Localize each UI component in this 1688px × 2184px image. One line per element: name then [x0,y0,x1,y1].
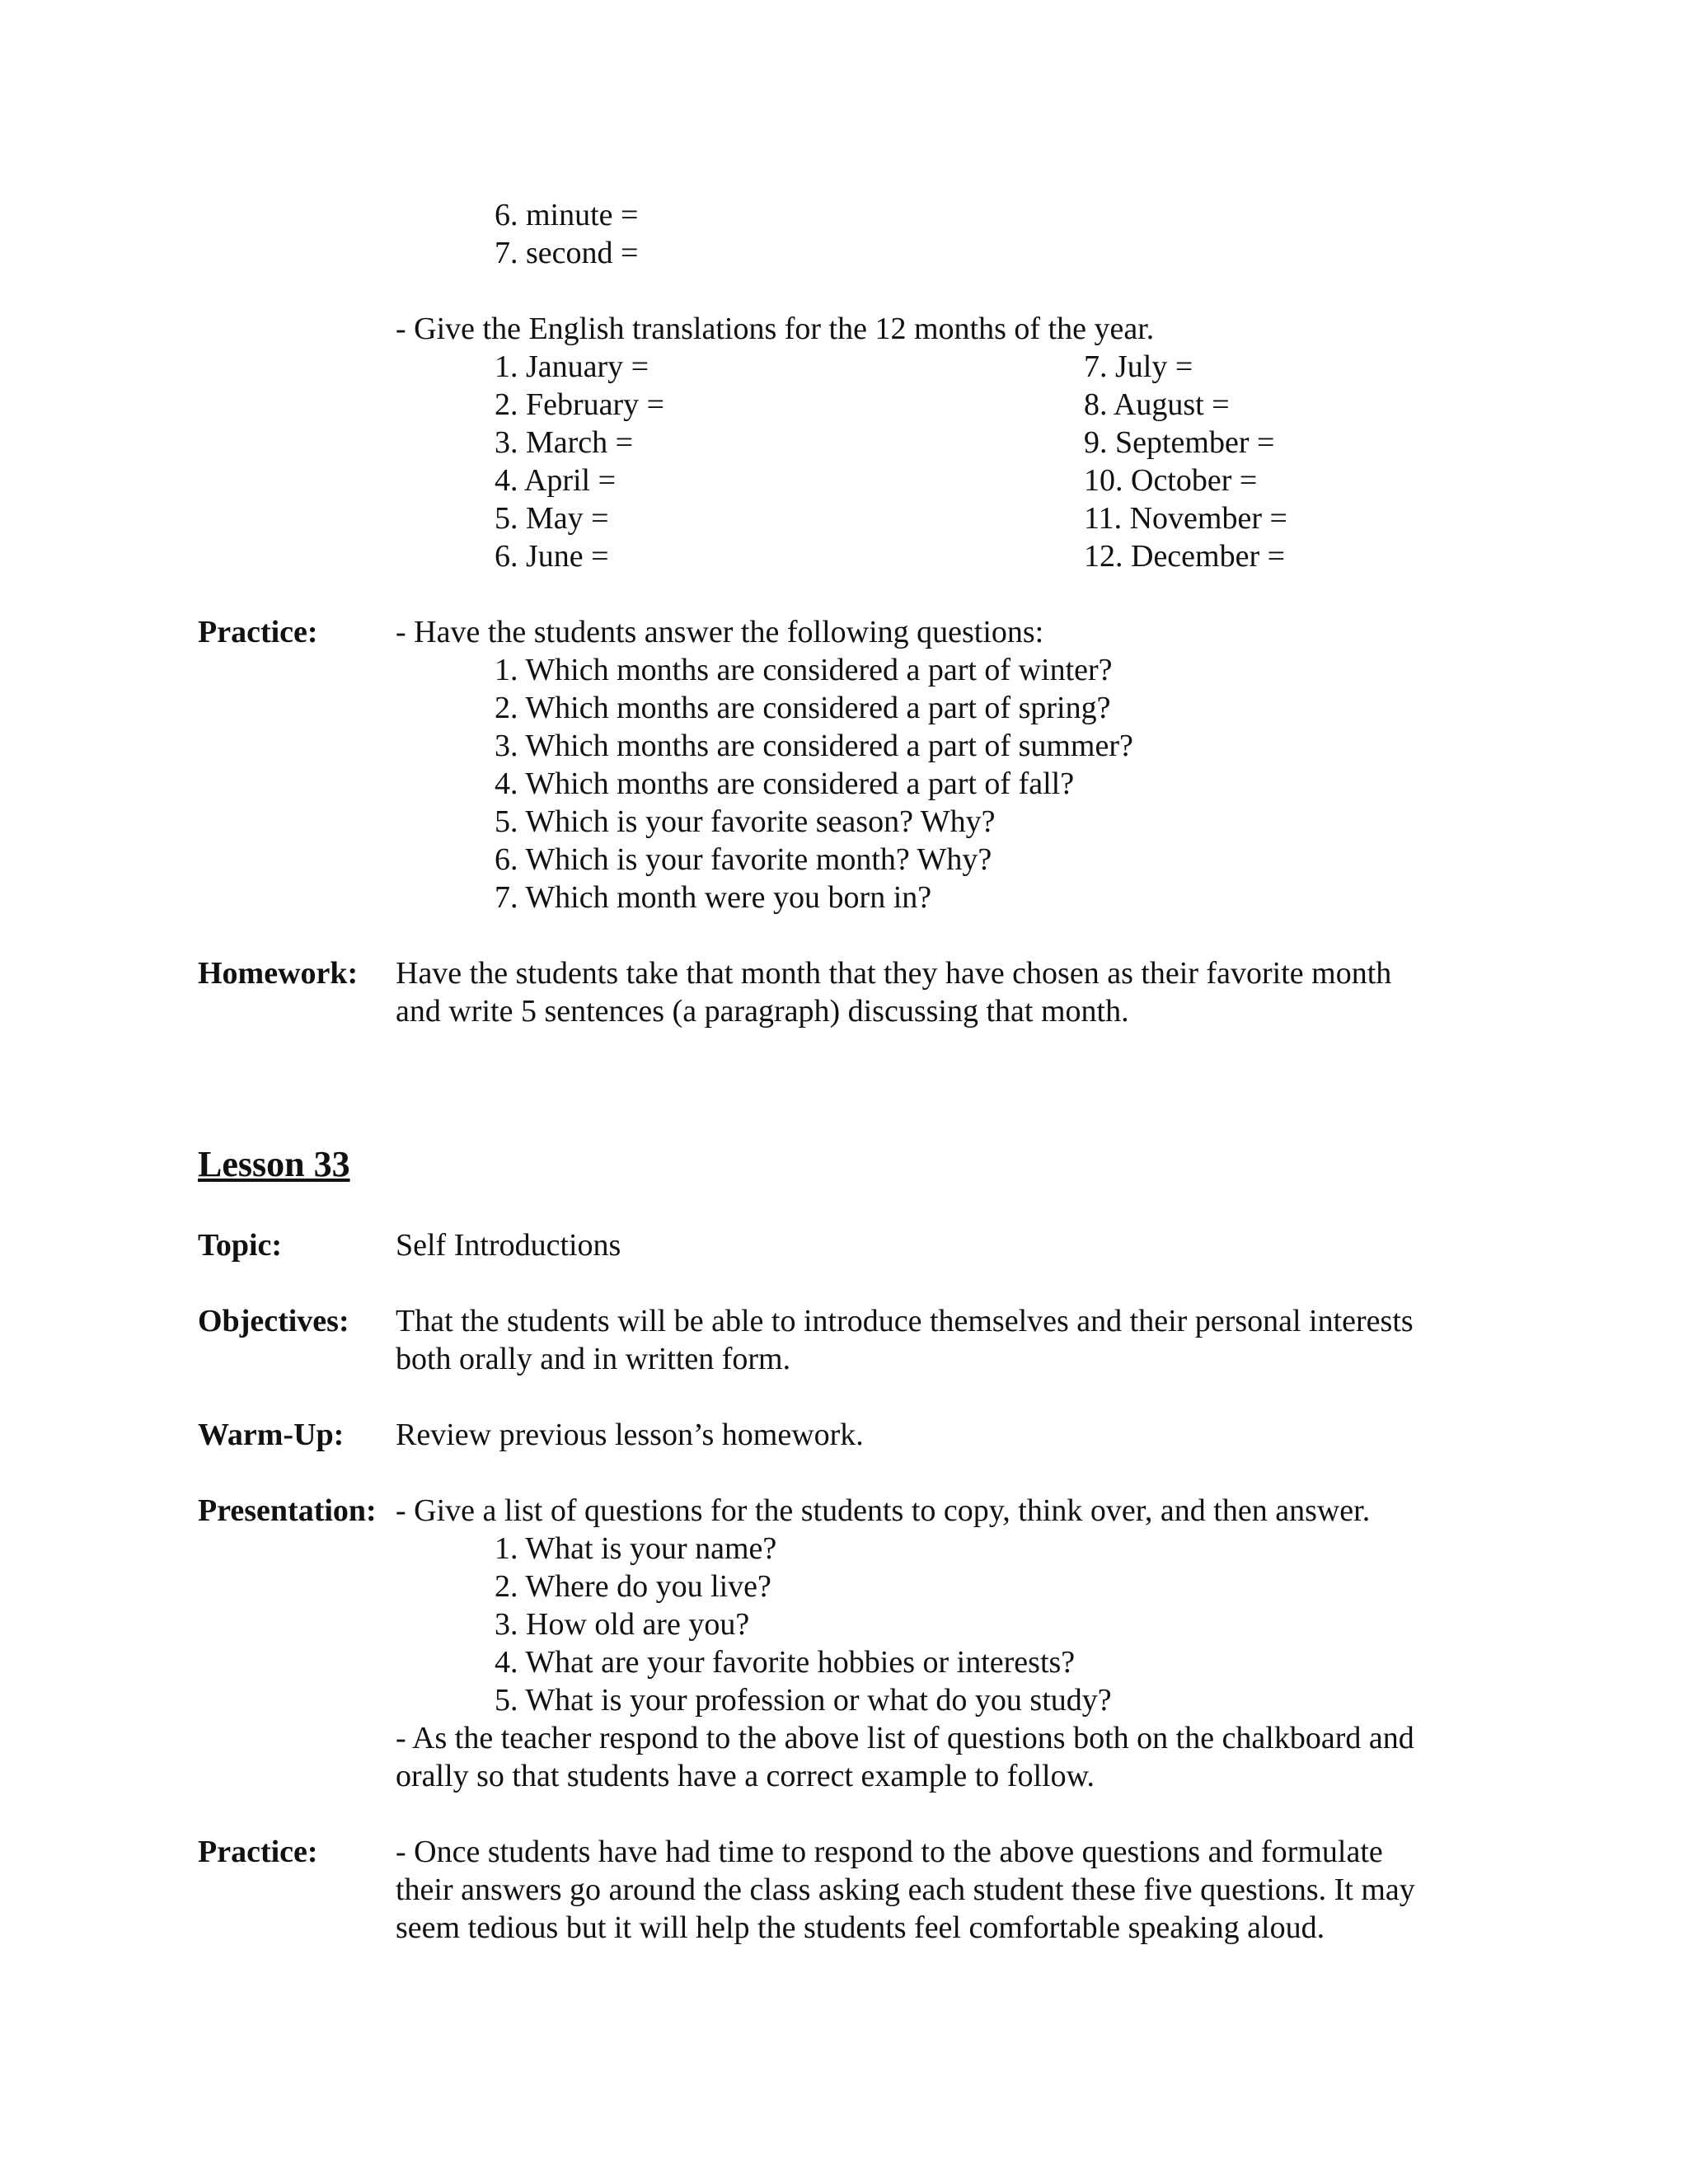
warmup-text: Review previous lesson’s homework. [396,1418,864,1452]
month-item: 1. January = [495,349,649,384]
homework-text: Have the students take that month that they have chosen as their favorite month [396,956,1392,991]
lesson-heading: Lesson 33 [198,1144,350,1184]
month-item: 9. September = [1084,425,1275,460]
month-item: 3. March = [495,425,634,460]
presentation-followup: orally so that students have a correct example to follow. [396,1759,1095,1793]
objectives-label: Objectives: [198,1304,349,1338]
presentation-question: 4. What are your favorite hobbies or interests? [495,1645,1076,1680]
practice-instruction: - Have the students answer the following questions: [396,615,1044,649]
practice-question: 2. Which months are considered a part of spring? [495,691,1111,725]
month-item: 4. April = [495,463,617,498]
practice-question: 6. Which is your favorite month? Why? [495,842,992,877]
practice-text: their answers go around the class asking each student these five questions. It may [396,1872,1415,1907]
practice-text: - Once students have had time to respond to the above questions and formulate [396,1835,1383,1869]
presentation-question: 1. What is your name? [495,1531,777,1566]
objectives-text: both orally and in written form. [396,1342,791,1376]
month-item: 2. February = [495,387,665,422]
month-item: 8. August = [1084,387,1230,422]
month-item: 12. December = [1084,539,1286,574]
practice-label: Practice: [198,1835,318,1869]
month-item: 7. July = [1084,349,1193,384]
presentation-label: Presentation: [198,1493,377,1528]
practice-question: 5. Which is your favorite season? Why? [495,804,996,839]
objectives-text: That the students will be able to introduce themselves and their personal interests [396,1304,1414,1338]
presentation-question: 3. How old are you? [495,1607,750,1642]
practice-text: seem tedious but it will help the students feel comfortable speaking aloud. [396,1910,1325,1945]
presentation-question: 2. Where do you live? [495,1569,771,1604]
month-item: 11. November = [1084,501,1287,536]
practice-question: 3. Which months are considered a part of summer? [495,729,1133,763]
months-instruction: - Give the English translations for the 12 months of the year. [396,312,1155,346]
topic-label: Topic: [198,1228,283,1263]
warmup-label: Warm-Up: [198,1418,345,1452]
topic-text: Self Introductions [396,1228,621,1263]
month-item: 6. June = [495,539,609,574]
time-item: 7. second = [495,236,639,270]
presentation-question: 5. What is your profession or what do you study? [495,1683,1112,1718]
homework-text: and write 5 sentences (a paragraph) discussing that month. [396,994,1129,1029]
month-item: 5. May = [495,501,609,536]
practice-question: 4. Which months are considered a part of fall? [495,766,1075,801]
month-item: 10. October = [1084,463,1258,498]
time-item: 6. minute = [495,198,639,232]
practice-question: 1. Which months are considered a part of winter? [495,653,1113,687]
presentation-instruction: - Give a list of questions for the students to copy, think over, and then answer. [396,1493,1371,1528]
homework-label: Homework: [198,956,359,991]
practice-question: 7. Which month were you born in? [495,880,932,915]
presentation-followup: - As the teacher respond to the above list of questions both on the chalkboard and [396,1721,1414,1755]
practice-label: Practice: [198,615,318,649]
